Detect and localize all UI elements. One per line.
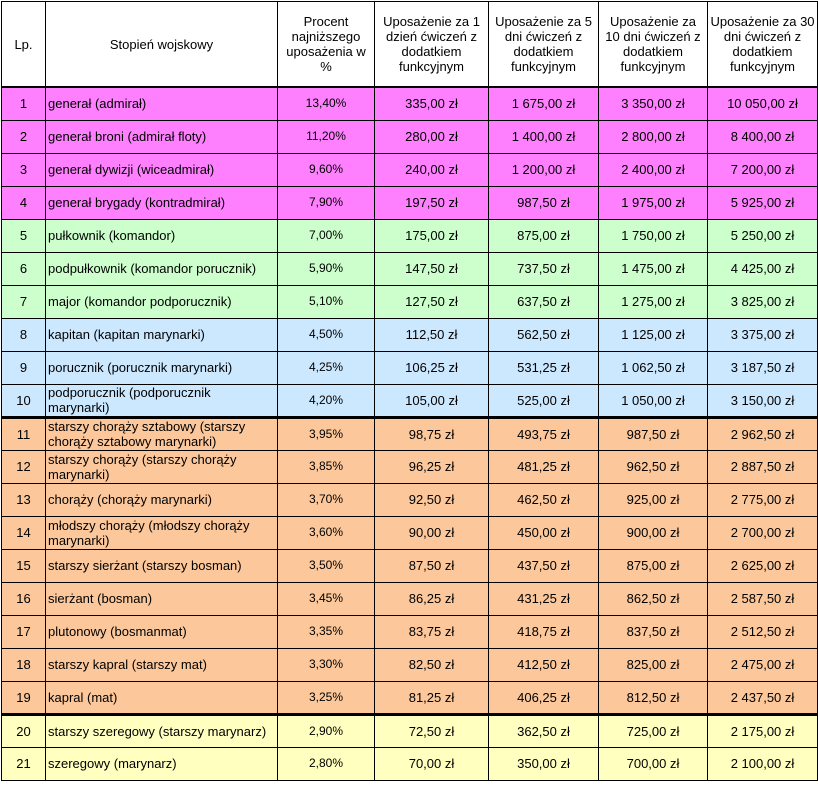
table-row <box>2 747 818 780</box>
cell-5-days: 1 675,00 zł <box>489 87 599 120</box>
cell-lp: 7 <box>2 285 46 318</box>
cell-percent: 3,70% <box>278 483 375 516</box>
table-row <box>2 516 818 549</box>
table-row <box>2 483 818 516</box>
cell-10-days: 1 050,00 zł <box>599 384 708 417</box>
cell-30-days: 2 700,00 zł <box>708 516 818 549</box>
table-row <box>2 615 818 648</box>
cell-rank: kapitan (kapitan marynarki) <box>46 318 278 351</box>
header-percent: Procent najniższego uposażenia w % <box>278 2 375 88</box>
cell-10-days: 2 800,00 zł <box>599 120 708 153</box>
cell-10-days: 2 400,00 zł <box>599 153 708 186</box>
cell-rank: młodszy chorąży (młodszy chorąży marynarki) <box>46 516 278 549</box>
cell-rank: szeregowy (marynarz) <box>46 747 278 780</box>
cell-30-days: 3 375,00 zł <box>708 318 818 351</box>
cell-1-day: 86,25 zł <box>375 582 489 615</box>
cell-percent: 3,50% <box>278 549 375 582</box>
header-rank: Stopień wojskowy <box>46 2 278 88</box>
pay-table <box>1 1 818 781</box>
cell-30-days: 10 050,00 zł <box>708 87 818 120</box>
cell-rank: starszy chorąży (starszy chorąży marynarki) <box>46 450 278 483</box>
cell-1-day: 197,50 zł <box>375 186 489 219</box>
cell-lp: 4 <box>2 186 46 219</box>
table-row <box>2 87 818 120</box>
cell-30-days: 2 587,50 zł <box>708 582 818 615</box>
cell-1-day: 127,50 zł <box>375 285 489 318</box>
table-row <box>2 450 818 483</box>
cell-1-day: 105,00 zł <box>375 384 489 417</box>
cell-percent: 4,20% <box>278 384 375 417</box>
table-row <box>2 120 818 153</box>
table-row <box>2 252 818 285</box>
cell-10-days: 925,00 zł <box>599 483 708 516</box>
cell-1-day: 87,50 zł <box>375 549 489 582</box>
cell-percent: 3,95% <box>278 417 375 450</box>
cell-30-days: 7 200,00 zł <box>708 153 818 186</box>
cell-5-days: 412,50 zł <box>489 648 599 681</box>
cell-10-days: 1 062,50 zł <box>599 351 708 384</box>
cell-30-days: 2 175,00 zł <box>708 714 818 747</box>
cell-rank: sierżant (bosman) <box>46 582 278 615</box>
header-5-days: Uposażenie za 5 dni ćwiczeń z dodatkiem funkcyjnym <box>489 2 599 88</box>
cell-rank: major (komandor podporucznik) <box>46 285 278 318</box>
cell-10-days: 1 475,00 zł <box>599 252 708 285</box>
table-row <box>2 648 818 681</box>
cell-10-days: 875,00 zł <box>599 549 708 582</box>
cell-10-days: 1 750,00 zł <box>599 219 708 252</box>
cell-30-days: 2 475,00 zł <box>708 648 818 681</box>
cell-30-days: 5 250,00 zł <box>708 219 818 252</box>
cell-percent: 3,25% <box>278 681 375 714</box>
cell-10-days: 987,50 zł <box>599 417 708 450</box>
cell-lp: 19 <box>2 681 46 714</box>
table-row <box>2 285 818 318</box>
cell-30-days: 3 150,00 zł <box>708 384 818 417</box>
cell-rank: plutonowy (bosmanmat) <box>46 615 278 648</box>
header-1-day: Uposażenie za 1 dzień ćwiczeń z dodatkiem funkcyjnym <box>375 2 489 88</box>
cell-percent: 3,60% <box>278 516 375 549</box>
cell-rank: chorąży (chorąży marynarki) <box>46 483 278 516</box>
table-row <box>2 384 818 417</box>
cell-rank: starszy szeregowy (starszy marynarz) <box>46 714 278 747</box>
cell-5-days: 1 200,00 zł <box>489 153 599 186</box>
cell-30-days: 2 887,50 zł <box>708 450 818 483</box>
cell-1-day: 90,00 zł <box>375 516 489 549</box>
cell-5-days: 525,00 zł <box>489 384 599 417</box>
cell-lp: 15 <box>2 549 46 582</box>
cell-percent: 3,45% <box>278 582 375 615</box>
cell-1-day: 240,00 zł <box>375 153 489 186</box>
cell-lp: 16 <box>2 582 46 615</box>
cell-1-day: 147,50 zł <box>375 252 489 285</box>
table-row <box>2 351 818 384</box>
cell-rank: starszy kapral (starszy mat) <box>46 648 278 681</box>
cell-1-day: 175,00 zł <box>375 219 489 252</box>
cell-percent: 5,90% <box>278 252 375 285</box>
cell-5-days: 362,50 zł <box>489 714 599 747</box>
table-row <box>2 681 818 714</box>
cell-lp: 2 <box>2 120 46 153</box>
cell-10-days: 725,00 zł <box>599 714 708 747</box>
table-row <box>2 153 818 186</box>
cell-5-days: 493,75 zł <box>489 417 599 450</box>
cell-percent: 13,40% <box>278 87 375 120</box>
cell-5-days: 437,50 zł <box>489 549 599 582</box>
cell-rank: podpułkownik (komandor porucznik) <box>46 252 278 285</box>
cell-lp: 3 <box>2 153 46 186</box>
cell-percent: 5,10% <box>278 285 375 318</box>
cell-lp: 18 <box>2 648 46 681</box>
cell-5-days: 462,50 zł <box>489 483 599 516</box>
cell-percent: 4,25% <box>278 351 375 384</box>
cell-lp: 8 <box>2 318 46 351</box>
cell-10-days: 862,50 zł <box>599 582 708 615</box>
header-row <box>2 2 818 88</box>
cell-5-days: 450,00 zł <box>489 516 599 549</box>
cell-lp: 17 <box>2 615 46 648</box>
cell-30-days: 2 512,50 zł <box>708 615 818 648</box>
cell-5-days: 1 400,00 zł <box>489 120 599 153</box>
table-row <box>2 186 818 219</box>
cell-1-day: 92,50 zł <box>375 483 489 516</box>
cell-1-day: 98,75 zł <box>375 417 489 450</box>
cell-30-days: 3 825,00 zł <box>708 285 818 318</box>
cell-10-days: 837,50 zł <box>599 615 708 648</box>
cell-lp: 21 <box>2 747 46 780</box>
header-10-days: Uposażenie za 10 dni ćwiczeń z dodatkiem funkcyjnym <box>599 2 708 88</box>
cell-lp: 6 <box>2 252 46 285</box>
cell-lp: 20 <box>2 714 46 747</box>
header-30-days: Uposażenie za 30 dni ćwiczeń z dodatkiem funkcyjnym <box>708 2 818 88</box>
cell-5-days: 875,00 zł <box>489 219 599 252</box>
table-row <box>2 582 818 615</box>
cell-percent: 9,60% <box>278 153 375 186</box>
cell-1-day: 106,25 zł <box>375 351 489 384</box>
cell-percent: 11,20% <box>278 120 375 153</box>
cell-30-days: 4 425,00 zł <box>708 252 818 285</box>
cell-rank: podporucznik (podporucznik marynarki) <box>46 384 278 417</box>
cell-1-day: 112,50 zł <box>375 318 489 351</box>
cell-30-days: 2 775,00 zł <box>708 483 818 516</box>
cell-lp: 11 <box>2 417 46 450</box>
header-lp: Lp. <box>2 2 46 88</box>
cell-30-days: 2 962,50 zł <box>708 417 818 450</box>
cell-30-days: 8 400,00 zł <box>708 120 818 153</box>
cell-10-days: 812,50 zł <box>599 681 708 714</box>
cell-rank: starszy sierżant (starszy bosman) <box>46 549 278 582</box>
cell-5-days: 406,25 zł <box>489 681 599 714</box>
cell-lp: 13 <box>2 483 46 516</box>
cell-10-days: 825,00 zł <box>599 648 708 681</box>
cell-30-days: 2 437,50 zł <box>708 681 818 714</box>
table-row <box>2 219 818 252</box>
cell-percent: 4,50% <box>278 318 375 351</box>
cell-rank: kapral (mat) <box>46 681 278 714</box>
cell-1-day: 96,25 zł <box>375 450 489 483</box>
cell-1-day: 82,50 zł <box>375 648 489 681</box>
cell-lp: 10 <box>2 384 46 417</box>
cell-10-days: 3 350,00 zł <box>599 87 708 120</box>
cell-lp: 1 <box>2 87 46 120</box>
cell-1-day: 83,75 zł <box>375 615 489 648</box>
cell-10-days: 1 975,00 zł <box>599 186 708 219</box>
table-row <box>2 714 818 747</box>
cell-1-day: 70,00 zł <box>375 747 489 780</box>
cell-30-days: 3 187,50 zł <box>708 351 818 384</box>
table-row <box>2 549 818 582</box>
cell-10-days: 900,00 zł <box>599 516 708 549</box>
cell-10-days: 1 275,00 zł <box>599 285 708 318</box>
cell-1-day: 72,50 zł <box>375 714 489 747</box>
cell-5-days: 431,25 zł <box>489 582 599 615</box>
cell-percent: 3,35% <box>278 615 375 648</box>
cell-rank: generał dywizji (wiceadmirał) <box>46 153 278 186</box>
cell-30-days: 2 100,00 zł <box>708 747 818 780</box>
cell-rank: porucznik (porucznik marynarki) <box>46 351 278 384</box>
cell-5-days: 481,25 zł <box>489 450 599 483</box>
cell-5-days: 531,25 zł <box>489 351 599 384</box>
table-row <box>2 318 818 351</box>
cell-percent: 7,90% <box>278 186 375 219</box>
cell-5-days: 987,50 zł <box>489 186 599 219</box>
cell-30-days: 2 625,00 zł <box>708 549 818 582</box>
cell-rank: starszy chorąży sztabowy (starszy chorąży sztabowy marynarki) <box>46 417 278 450</box>
cell-1-day: 335,00 zł <box>375 87 489 120</box>
cell-1-day: 280,00 zł <box>375 120 489 153</box>
cell-5-days: 637,50 zł <box>489 285 599 318</box>
cell-1-day: 81,25 zł <box>375 681 489 714</box>
cell-5-days: 737,50 zł <box>489 252 599 285</box>
cell-percent: 3,85% <box>278 450 375 483</box>
cell-lp: 5 <box>2 219 46 252</box>
cell-lp: 14 <box>2 516 46 549</box>
cell-10-days: 1 125,00 zł <box>599 318 708 351</box>
cell-lp: 9 <box>2 351 46 384</box>
cell-5-days: 418,75 zł <box>489 615 599 648</box>
cell-5-days: 562,50 zł <box>489 318 599 351</box>
cell-lp: 12 <box>2 450 46 483</box>
cell-rank: generał brygady (kontradmirał) <box>46 186 278 219</box>
cell-percent: 2,80% <box>278 747 375 780</box>
cell-percent: 3,30% <box>278 648 375 681</box>
cell-10-days: 700,00 zł <box>599 747 708 780</box>
cell-rank: generał broni (admirał floty) <box>46 120 278 153</box>
table-row <box>2 417 818 450</box>
cell-10-days: 962,50 zł <box>599 450 708 483</box>
cell-rank: generał (admirał) <box>46 87 278 120</box>
cell-percent: 7,00% <box>278 219 375 252</box>
cell-rank: pułkownik (komandor) <box>46 219 278 252</box>
cell-5-days: 350,00 zł <box>489 747 599 780</box>
cell-30-days: 5 925,00 zł <box>708 186 818 219</box>
cell-percent: 2,90% <box>278 714 375 747</box>
